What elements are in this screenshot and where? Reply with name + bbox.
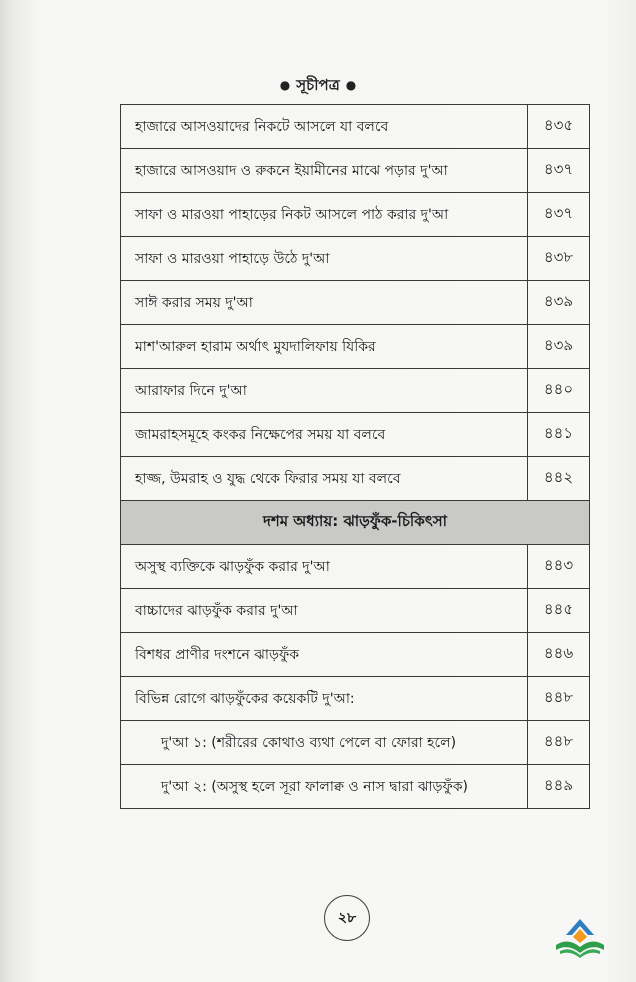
page-number: ২৮ [337, 910, 357, 926]
toc-entry-title: জামরাহসমূহে কংকর নিক্ষেপের সময় যা বলবে [121, 413, 528, 457]
toc-entry-title: মাশ'আরুল হারাম অর্থাৎ মুযদালিফায় যিকির [121, 325, 528, 369]
header-bullet-left: ● [279, 78, 291, 92]
publisher-logo-icon [552, 915, 608, 959]
toc-entry-title: অসুস্থ ব্যক্তিকে ঝাড়ফুঁক করার দু'আ [121, 545, 528, 589]
chapter-heading: দশম অধ্যায়: ঝাড়ফুঁক-চিকিৎসা [121, 501, 590, 545]
toc-entry-page: ৪৪৮ [528, 677, 590, 721]
toc-entry-title: সাঈ করার সময় দু'আ [121, 281, 528, 325]
page-number-badge [324, 895, 370, 941]
toc-entry-page: ৪৪৬ [528, 633, 590, 677]
toc-entry-row[interactable] [121, 545, 590, 589]
toc-entry-title: বিশধর প্রাণীর দংশনে ঝাড়ফুঁক [121, 633, 528, 677]
toc-entry-title: বাচ্চাদের ঝাড়ফুঁক করার দু'আ [121, 589, 528, 633]
toc-entry-row[interactable] [121, 237, 590, 281]
toc-entry-page: ৪৩৭ [528, 149, 590, 193]
toc-entry-row[interactable] [121, 325, 590, 369]
toc-entry-page: ৪৪২ [528, 457, 590, 501]
running-header [0, 74, 636, 99]
toc-entry-page: ৪৩৯ [528, 325, 590, 369]
chapter-heading-row [121, 501, 590, 545]
toc-entry-row[interactable] [121, 105, 590, 149]
toc-entry-row[interactable] [121, 721, 590, 765]
toc-entry-page: ৪৪৯ [528, 765, 590, 809]
toc-entry-page: ৪৩৯ [528, 281, 590, 325]
toc-entry-row[interactable] [121, 149, 590, 193]
toc-entry-page: ৪৪৮ [528, 721, 590, 765]
toc-entry-page: ৪৩৮ [528, 237, 590, 281]
toc-entry-title: সাফা ও মারওয়া পাহাড়ে উঠে দু'আ [121, 237, 528, 281]
toc-entry-title: হাজারে আসওয়াদের নিকটে আসলে যা বলবে [121, 105, 528, 149]
toc-entry-row[interactable] [121, 369, 590, 413]
toc-entry-row[interactable] [121, 457, 590, 501]
toc-entry-title: বিভিন্ন রোগে ঝাড়ফুঁকের কয়েকটি দু'আ: [121, 677, 528, 721]
toc-entry-row[interactable] [121, 281, 590, 325]
toc-subentry-title: দু'আ ২: (অসুস্থ হলে সূরা ফালাক্ব ও নাস দ্বারা ঝাড়ফুঁক) [121, 765, 528, 809]
toc-entry-page: ৪৪১ [528, 413, 590, 457]
toc-entry-row[interactable] [121, 193, 590, 237]
contents-table [120, 104, 590, 809]
toc-entry-page: ৪৩৭ [528, 193, 590, 237]
toc-entry-page: ৪৪৫ [528, 589, 590, 633]
toc-entry-title: আরাফার দিনে দু'আ [121, 369, 528, 413]
toc-entry-row[interactable] [121, 677, 590, 721]
toc-entry-page: ৪৪৩ [528, 545, 590, 589]
toc-entry-row[interactable] [121, 589, 590, 633]
header-title: সূচীপত্র [296, 76, 340, 94]
toc-entry-page: ৪৪০ [528, 369, 590, 413]
toc-subentry-title: দু'আ ১: (শরীরের কোথাও ব্যথা পেলে বা ফোরা হলে) [121, 721, 528, 765]
toc-entry-row[interactable] [121, 413, 590, 457]
toc-entry-row[interactable] [121, 765, 590, 809]
toc-entry-title: হাজারে আসওয়াদ ও রুকনে ইয়ামীনের মাঝে পড়ার দু'আ [121, 149, 528, 193]
toc-entry-title: হাজ্জ, উমরাহ ও যুদ্ধ থেকে ফিরার সময় যা বলবে [121, 457, 528, 501]
toc-entry-page: ৪৩৫ [528, 105, 590, 149]
toc-entry-title: সাফা ও মারওয়া পাহাড়ের নিকট আসলে পাঠ করার দু'আ [121, 193, 528, 237]
header-bullet-right: ● [345, 78, 357, 92]
toc-entry-row[interactable] [121, 633, 590, 677]
